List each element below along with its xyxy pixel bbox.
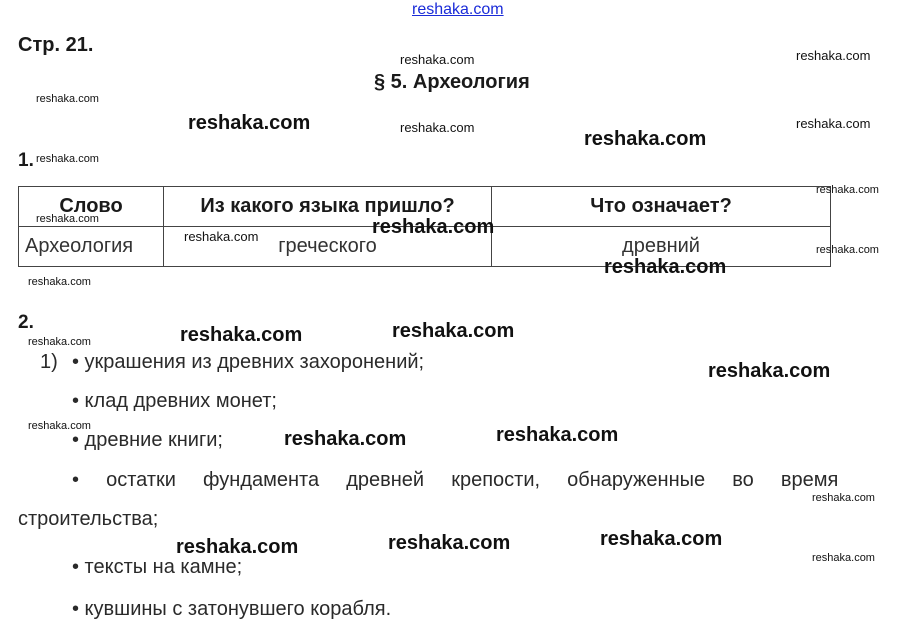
site-header-link[interactable]: reshaka.com	[412, 1, 504, 18]
watermark: reshaka.com	[496, 424, 619, 446]
list-item: • остатки фундамента древней крепости, обнаруженные во время	[72, 469, 839, 491]
watermark: reshaka.com	[604, 256, 727, 278]
task-1-number: 1.	[18, 150, 34, 171]
watermark: reshaka.com	[388, 532, 511, 554]
table-cell: греческого	[164, 227, 492, 267]
watermark: reshaka.com	[28, 336, 91, 348]
table-cell: Археология	[19, 227, 164, 267]
page-label: Стр. 21.	[18, 34, 94, 56]
table-cell: древний	[492, 227, 831, 267]
list-item: • кувшины с затонувшего корабля.	[72, 598, 392, 620]
table-header-cell: Из какого языка пришло?	[164, 187, 492, 227]
watermark: reshaka.com	[28, 276, 91, 288]
watermark: reshaka.com	[816, 184, 879, 196]
watermark: reshaka.com	[180, 324, 303, 346]
list-item-continuation: строительства;	[18, 508, 159, 530]
watermark: reshaka.com	[400, 120, 475, 135]
watermark: reshaka.com	[796, 116, 871, 131]
section-title: § 5. Археология	[374, 71, 530, 93]
table-header-cell: Что означает?	[492, 187, 831, 227]
watermark: reshaka.com	[392, 320, 515, 342]
watermark: reshaka.com	[36, 213, 99, 225]
watermark: reshaka.com	[36, 153, 99, 165]
watermark: reshaka.com	[284, 428, 407, 450]
list-item: • клад древних монет;	[72, 390, 277, 412]
watermark: reshaka.com	[812, 492, 875, 504]
watermark: reshaka.com	[28, 420, 91, 432]
list-item: • древние книги;	[72, 429, 223, 451]
watermark: reshaka.com	[816, 244, 879, 256]
watermark: reshaka.com	[372, 216, 495, 238]
watermark: reshaka.com	[600, 528, 723, 550]
list-item: • тексты на камне;	[72, 556, 243, 578]
watermark: reshaka.com	[400, 52, 475, 67]
list-item: • украшения из древних захоронений;	[72, 351, 425, 373]
watermark: reshaka.com	[796, 48, 871, 63]
watermark: reshaka.com	[188, 112, 311, 134]
watermark: reshaka.com	[812, 552, 875, 564]
table-header-cell: Слово	[19, 187, 164, 227]
task-2-sub-number: 1)	[40, 351, 58, 373]
watermark: reshaka.com	[36, 93, 99, 105]
watermark: reshaka.com	[176, 536, 299, 558]
watermark: reshaka.com	[584, 128, 707, 150]
watermark: reshaka.com	[184, 229, 259, 244]
task-2-number: 2.	[18, 312, 34, 333]
watermark: reshaka.com	[708, 360, 831, 382]
